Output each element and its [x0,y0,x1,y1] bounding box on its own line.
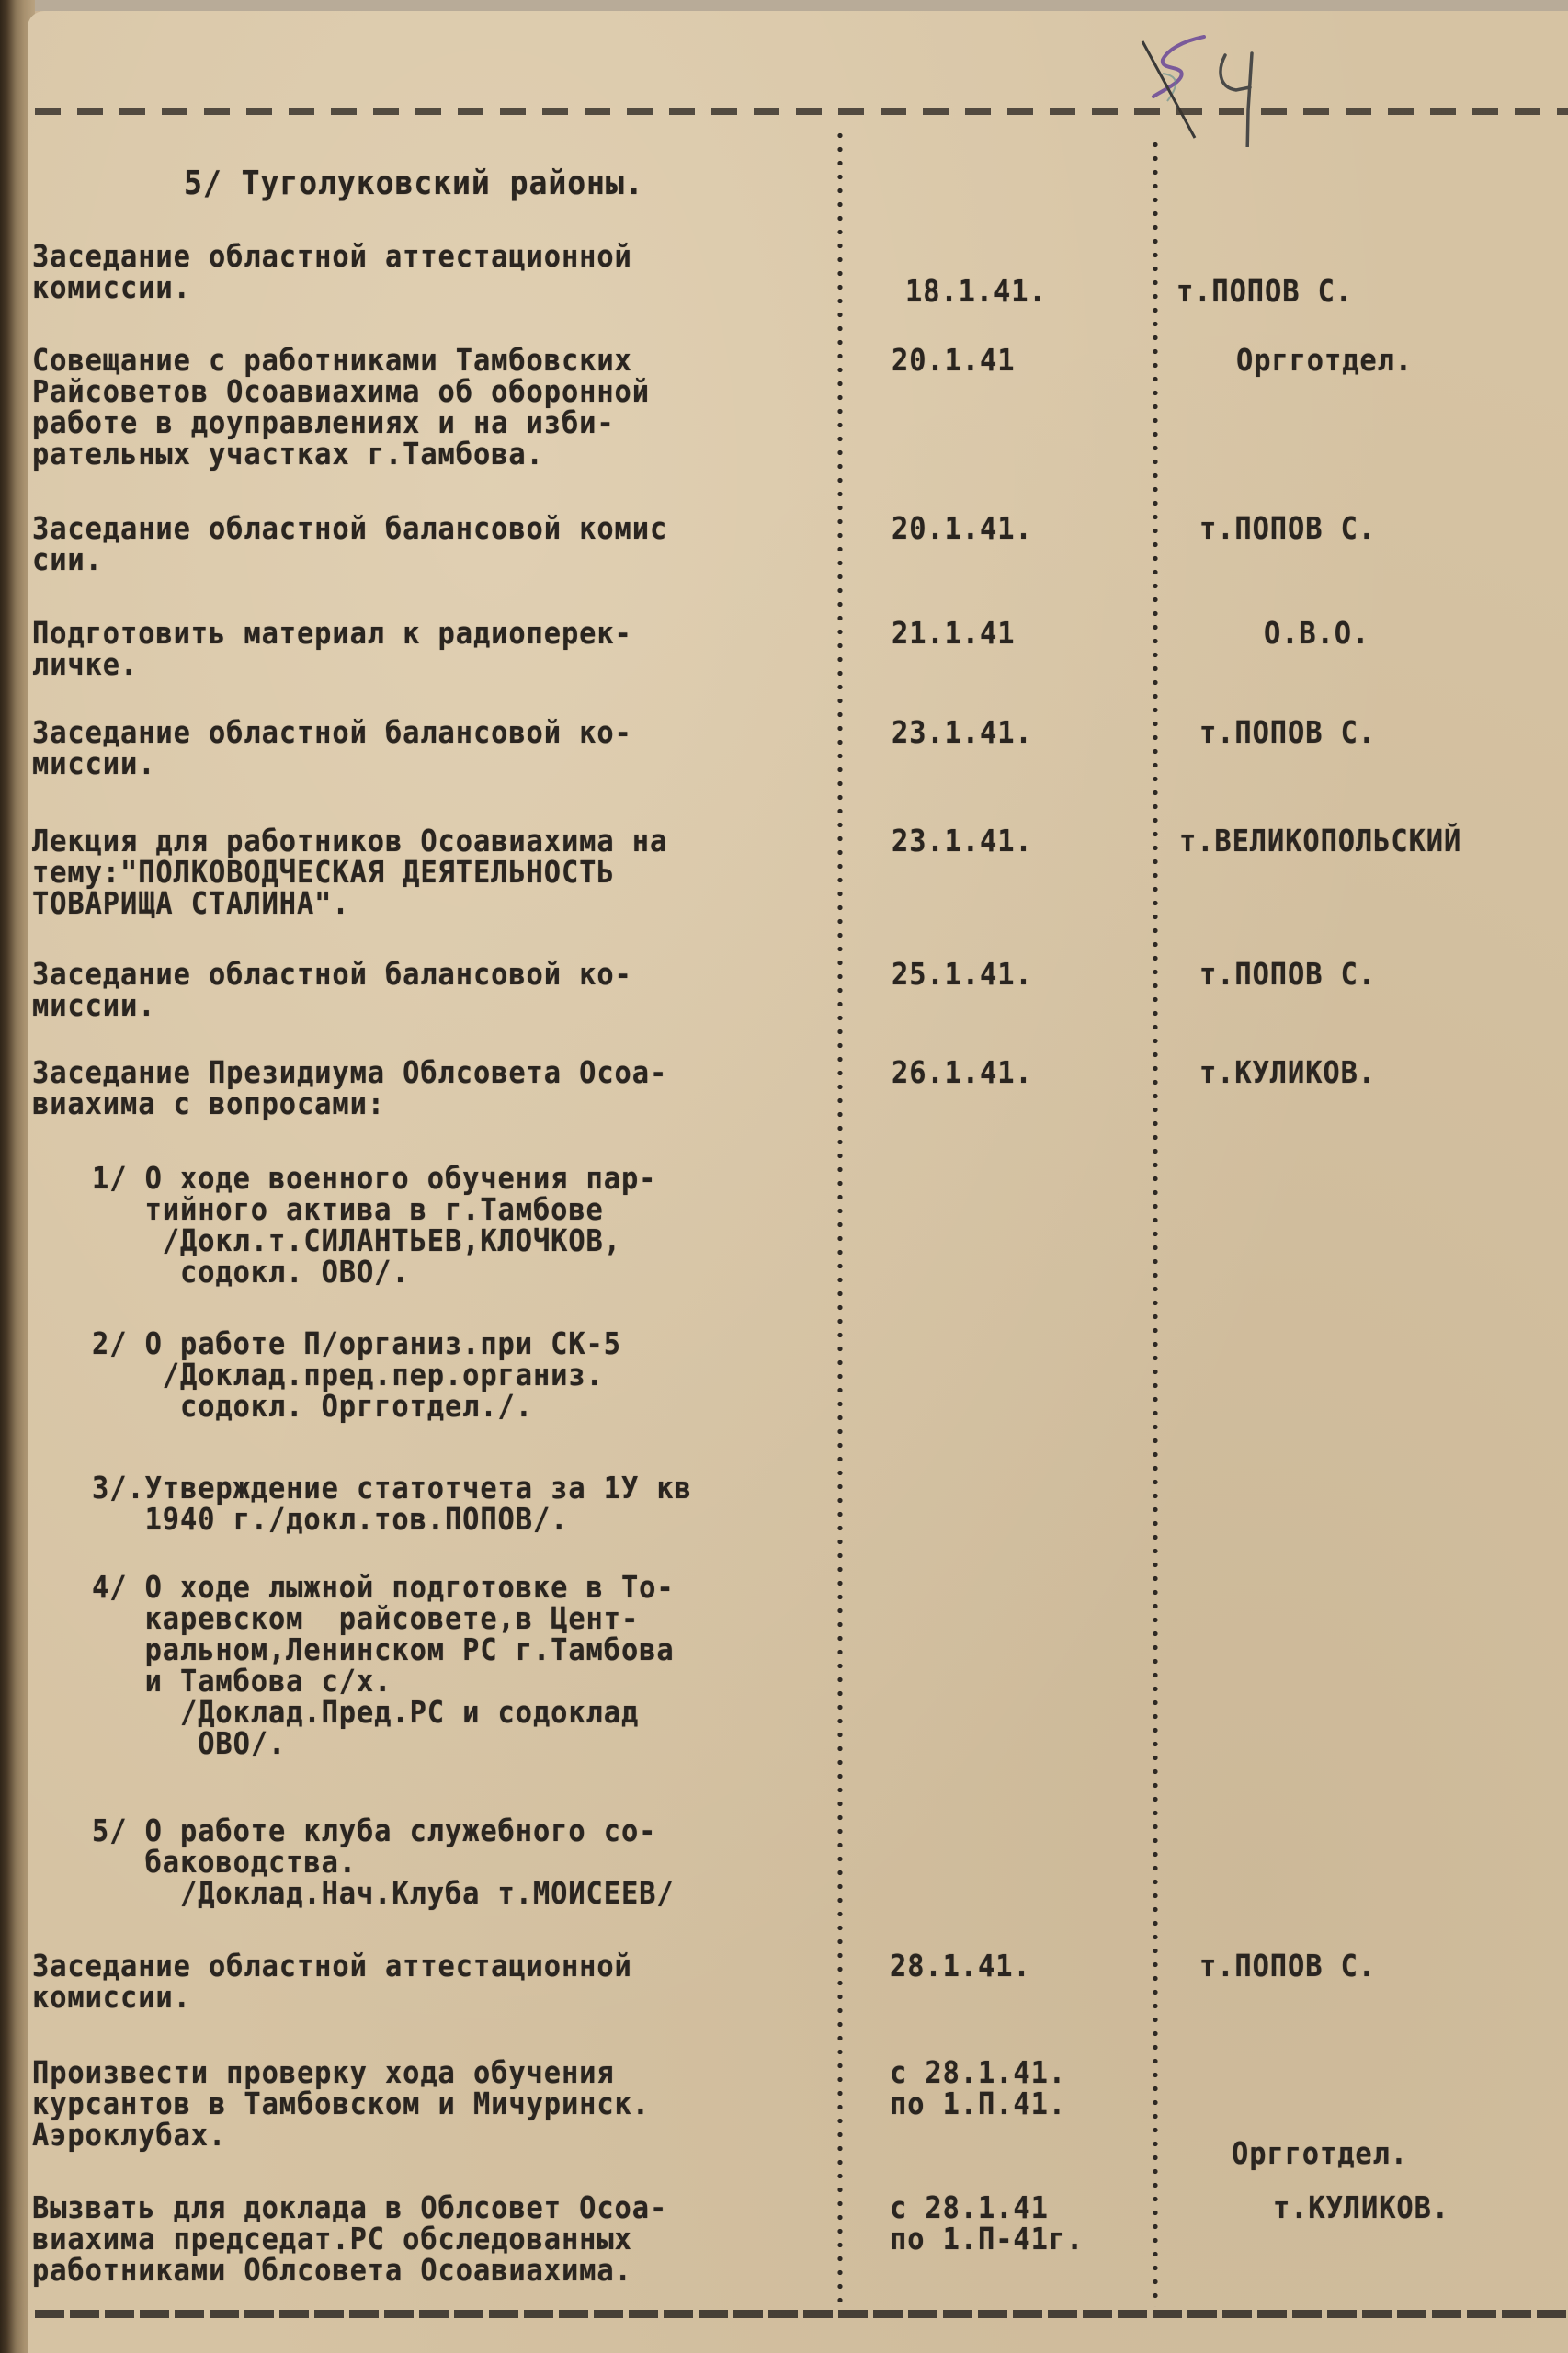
event-text-line: Вызвать для доклада в Облсовет Осоа- [32,2189,668,2225]
purple-struck-numeral [1153,37,1204,97]
agenda-item-line: и Тамбова с/х. [92,1663,392,1699]
responsible-cell: т.ПОПОВ С. [1199,956,1376,992]
agenda-item-line: тийного актива в г.Тамбове [92,1191,604,1227]
event-text-line: миссии. [32,987,156,1023]
agenda-item-line: /Доклад.пред.пер.организ. [92,1357,604,1392]
date-cell: 23.1.41. [892,714,1033,750]
event-text-line: личке. [32,646,139,682]
handwritten-folio-mark [1126,18,1264,147]
event-text-line: Райсоветов Осоавиахима об оборонной [32,373,650,409]
agenda-item-line: 5/ О работе клуба служебного со- [92,1813,657,1848]
agenda-item-line: ральном,Ленинском РС г.Тамбова [92,1631,675,1667]
date-cell: 20.1.41. [892,510,1033,546]
event-text-line: Совещание с работниками Тамбовских [32,342,632,378]
event-text-line: Заседание областной аттестационной [32,1948,632,1984]
agenda-item-line: /Доклад.Нач.Клуба т.МОИСЕЕВ/ [92,1875,675,1911]
event-text-line: комиссии. [32,1979,191,2015]
date-cell: с 28.1.41. [890,2054,1066,2090]
event-text-line: ТОВАРИЩА СТАЛИНА". [32,885,350,921]
responsible-cell: т.КУЛИКОВ. [1199,1054,1376,1090]
folio-number-text: 4 [1126,18,1127,19]
event-text-line: виахима с вопросами: [32,1086,385,1121]
event-text-line: рательных участках г.Тамбова. [32,436,544,472]
responsible-column-separator [1153,138,1158,2307]
responsible-cell: Оргготдел. [1236,342,1413,378]
responsible-cell: т.ВЕЛИКОПОЛЬСКИЙ [1179,823,1462,858]
date-cell: 18.1.41. [905,273,1047,309]
agenda-item-line: содокл. ОВО/. [92,1254,410,1290]
responsible-cell: т.ПОПОВ С. [1199,714,1376,750]
event-text-line: курсантов в Тамбовском и Мичуринск. [32,2086,650,2121]
agenda-item-line: ОВО/. [92,1725,287,1761]
date-cell: по 1.П-41г. [890,2221,1085,2256]
section-heading: 5/ Туголуковский районы. [184,165,644,202]
event-text-line: Заседание областной балансовой комис [32,510,668,546]
scan-top-edge [28,0,1568,11]
date-cell: по 1.П.41. [890,2086,1066,2121]
date-cell: 28.1.41. [890,1948,1031,1984]
event-text-line: Заседание областной балансовой ко- [32,956,632,992]
event-text-line: сии. [32,541,103,577]
folio-number-4 [1221,53,1252,147]
date-cell: 21.1.41 [892,615,1016,651]
agenda-item-line: /Доклад.Пред.РС и содоклад [92,1694,640,1730]
agenda-item-line: 2/ О работе П/организ.при СК-5 [92,1325,621,1361]
agenda-item-line: баководства. [92,1844,357,1880]
bottom-dashed-rule [35,2310,1568,2318]
agenda-item-line: содокл. Оргготдел./. [92,1388,533,1424]
date-cell: 25.1.41. [892,956,1033,992]
agenda-item-line: 1/ О ходе военного обучения пар- [92,1160,657,1196]
date-cell: 20.1.41 [892,342,1016,378]
agenda-item-line: 4/ О ходе лыжной подготовке в То- [92,1569,675,1605]
strike-line [1142,41,1195,138]
event-text-line: работниками Облсовета Осоавиахима. [32,2252,632,2288]
responsible-cell: т.ПОПОВ С. [1199,510,1376,546]
event-text-line: Лекция для работников Осоавиахима на [32,823,668,858]
responsible-cell: т.КУЛИКОВ. [1273,2189,1449,2225]
responsible-cell: т.ПОПОВ С. [1199,1948,1376,1984]
date-column-separator [837,129,843,2307]
event-text-line: миссии. [32,745,156,781]
top-dashed-rule [35,108,1568,115]
responsible-cell: Оргготдел. [1232,2135,1408,2171]
event-text-line: Произвести проверку хода обучения [32,2054,615,2090]
agenda-item-line: 1940 г./докл.тов.ПОПОВ/. [92,1501,569,1537]
event-text-line: работе в доуправлениях и на изби- [32,404,615,440]
responsible-cell: О.В.О. [1264,615,1370,651]
responsible-cell: т.ПОПОВ С. [1176,273,1353,309]
agenda-item-line: /Докл.т.СИЛАНТЬЕВ,КЛОЧКОВ, [92,1222,621,1258]
date-cell: с 28.1.41 [890,2189,1049,2225]
event-text-line: Подготовить материал к радиоперек- [32,615,632,651]
event-text-line: Заседание Президиума Облсовета Осоа- [32,1054,668,1090]
date-cell: 23.1.41. [892,823,1033,858]
event-text-line: комиссии. [32,269,191,305]
event-text-line: виахима председат.РС обследованных [32,2221,632,2256]
event-text-line: Аэроклубах. [32,2117,227,2153]
agenda-item-line: каревском райсовете,в Цент- [92,1600,640,1636]
event-text-line: Заседание областной балансовой ко- [32,714,632,750]
event-text-line: тему:"ПОЛКОВОДЧЕСКАЯ ДЕЯТЕЛЬНОСТЬ [32,854,615,890]
agenda-item-line: 3/.Утверждение статотчета за 1У кв [92,1470,692,1506]
date-cell: 26.1.41. [892,1054,1033,1090]
event-text-line: Заседание областной аттестационной [32,238,632,274]
